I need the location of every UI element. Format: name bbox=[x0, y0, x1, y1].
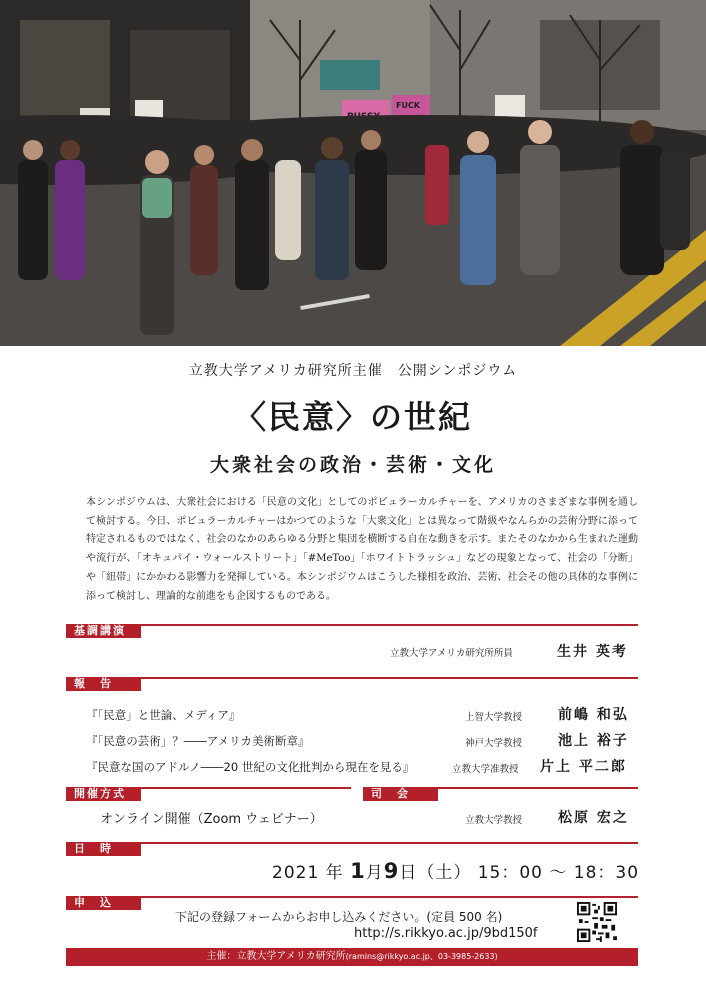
report-affiliation-2: 神戸大学教授 bbox=[465, 738, 523, 749]
qr-code-icon[interactable] bbox=[577, 902, 617, 942]
date-day-unit: 日 bbox=[399, 863, 418, 883]
date-year-unit: 年 bbox=[325, 863, 344, 883]
photo-illustration bbox=[0, 0, 706, 346]
report-affiliation-3: 立教大学准教授 bbox=[452, 764, 519, 775]
keynote-affiliation: 立教大学アメリカ研究所所員 bbox=[390, 648, 513, 659]
footer-host: 主催：立教大学アメリカ研究所 bbox=[206, 951, 346, 962]
date-month: 1 bbox=[350, 859, 366, 883]
date-divider bbox=[66, 842, 638, 844]
keynote-speaker-name: 生井 英考 bbox=[557, 644, 628, 660]
report-speaker-1: 前嶋 和弘 bbox=[558, 707, 629, 723]
organizer-line: 立教大学アメリカ研究所主催 公開シンポジウム bbox=[188, 363, 518, 379]
keynote-divider bbox=[66, 624, 638, 626]
application-text: 下記の登録フォームからお申し込みください。(定員 500 名) bbox=[175, 910, 503, 924]
reports-divider bbox=[66, 677, 638, 679]
application-label: 申 込 bbox=[66, 896, 141, 910]
page-subtitle: 大衆社会の政治・芸術・文化 bbox=[209, 454, 496, 476]
protest-march-photo bbox=[0, 0, 706, 346]
date-label: 日 時 bbox=[66, 842, 141, 856]
date-month-unit: 月 bbox=[365, 863, 384, 883]
report-title-2: 『「民意の芸術」？――アメリカ美術断章』 bbox=[86, 734, 310, 748]
reports-label: 報 告 bbox=[66, 677, 141, 691]
footer-host-bar bbox=[66, 948, 638, 966]
sign-text-0: FUCK bbox=[396, 101, 421, 110]
page-title: 〈民意〉の世紀 bbox=[233, 398, 472, 436]
event-time: 15：00 ～ 18：30 bbox=[477, 863, 640, 883]
moderator-label: 司 会 bbox=[363, 787, 438, 801]
keynote-label: 基調講演 bbox=[66, 624, 141, 638]
date-day: 9 bbox=[383, 859, 400, 883]
report-affiliation-1: 上智大学教授 bbox=[465, 712, 523, 723]
moderator-affiliation: 立教大学教授 bbox=[465, 815, 523, 826]
report-speaker-2: 池上 裕子 bbox=[558, 733, 629, 749]
application-divider bbox=[66, 896, 638, 898]
footer-contact: (ramins@rikkyo.ac.jp、03-3985-2633) bbox=[345, 952, 498, 961]
date-weekday: （土） bbox=[417, 863, 472, 883]
format-label: 開催方式 bbox=[66, 787, 141, 801]
format-value: オンライン開催（Zoom ウェビナー） bbox=[100, 812, 323, 827]
registration-url-link[interactable]: http://s.rikkyo.ac.jp/9bd150f bbox=[354, 926, 538, 941]
moderator-name: 松原 宏之 bbox=[558, 810, 629, 826]
event-datetime bbox=[272, 858, 639, 883]
report-title-1: 『「民意」と世論、メディア』 bbox=[86, 708, 241, 722]
abstract-paragraph: 本シンポジウムは、大衆社会における「民意の文化」としてのポピュラーカルチャーを、アメリカのさまざまな事例を通して検討する。今日、ポピュラーカルチャーはかつてのような「大衆文化」とは異なって階級やなんらかの芸術分野に添って特定されるものではなく、社会のなかのあらゆる分野と集団を横断する自在な動きを示す。またそのなかから生まれた運動や流行が、「オキュパイ・ウォールストリート」「#MeToo」「ホワイトトラッシュ」などの現象となって、社会の「分断」や「紐帯」にかかわる影響力を発揮している。本シンポジウムはこうした様相を政治、芸術、社会その他の具体的な事例に添って検討し、理論的な前進をも企図するものである。 bbox=[86, 497, 638, 602]
report-title-3: 『民意な国のアドルノ――20 世紀の文化批判から現在を見る』 bbox=[86, 760, 415, 774]
report-speaker-3: 片上 平二郎 bbox=[540, 759, 627, 775]
date-year: 2021 bbox=[272, 863, 320, 883]
